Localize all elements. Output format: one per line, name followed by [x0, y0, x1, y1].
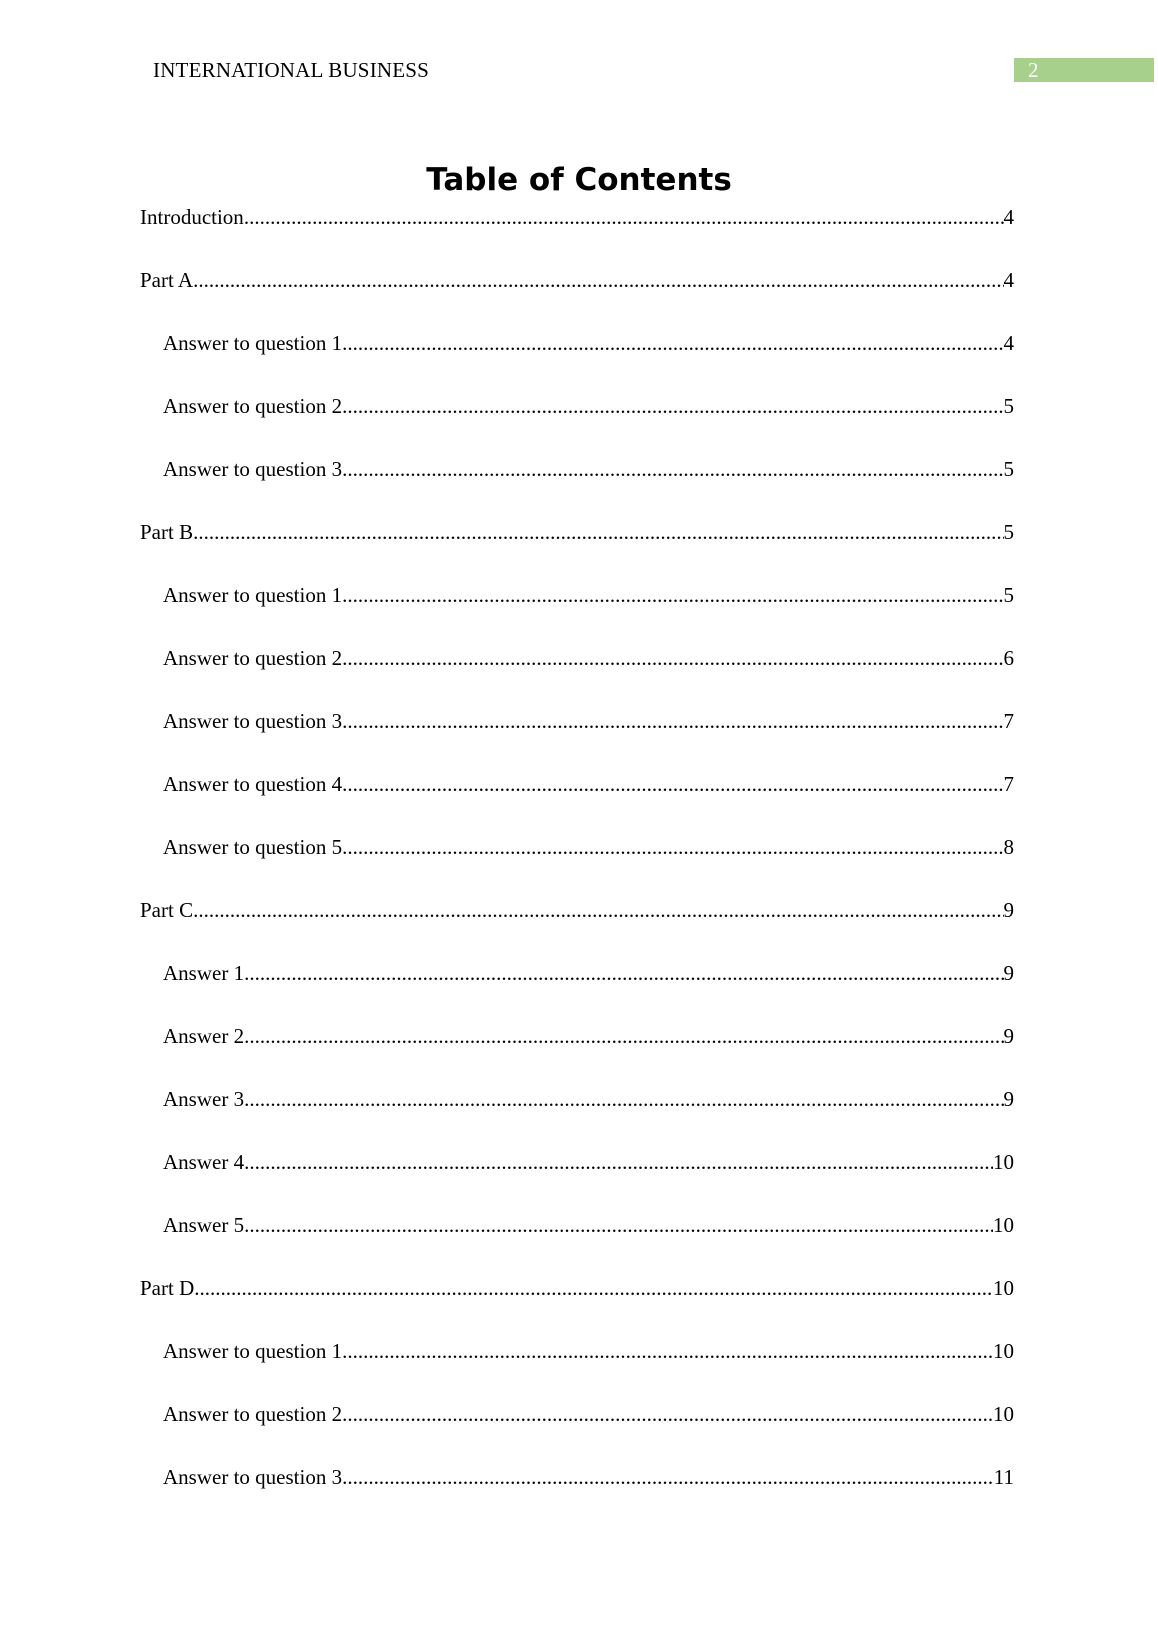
toc-entry-text: Answer 5 — [163, 1213, 245, 1237]
toc-dot-leader — [244, 1210, 993, 1240]
toc-subentry[interactable] — [140, 1336, 1014, 1399]
toc-dot-leader — [342, 580, 1003, 610]
toc-entry-page: 4 — [1003, 331, 1014, 355]
toc-entry-line — [163, 454, 1014, 484]
toc-subentry[interactable] — [140, 1210, 1014, 1273]
toc-entry-line — [140, 265, 1014, 295]
toc-entry-page: 4 — [1003, 268, 1014, 292]
toc-dot-leader — [244, 958, 1003, 988]
toc-entry-text: Answer 2 — [163, 1024, 245, 1048]
toc-entry-text: Answer to question 1 — [163, 331, 343, 355]
toc-entry-text: Introduction — [140, 205, 244, 229]
toc-subentry[interactable] — [140, 328, 1014, 391]
toc-subentry[interactable] — [140, 643, 1014, 706]
toc-dot-leader — [193, 895, 1003, 925]
running-header-title: INTERNATIONAL BUSINESS — [153, 58, 430, 82]
toc-subentry[interactable] — [140, 1462, 1014, 1525]
toc-dot-leader — [342, 1336, 993, 1366]
toc-entry-line — [163, 769, 1014, 799]
toc-entry-text: Answer to question 1 — [163, 583, 343, 607]
toc-entry-page: 10 — [993, 1276, 1014, 1300]
toc-dot-leader — [342, 706, 1003, 736]
toc-dot-leader — [194, 1273, 993, 1303]
toc-entry-page: 10 — [993, 1402, 1014, 1426]
toc-entry-line — [163, 958, 1014, 988]
toc-entry-text: Answer to question 5 — [163, 835, 343, 859]
toc-subentry[interactable] — [140, 1084, 1014, 1147]
toc-list — [140, 202, 1014, 1525]
toc-subentry[interactable] — [140, 1021, 1014, 1084]
toc-subentry[interactable] — [140, 580, 1014, 643]
toc-entry[interactable] — [140, 265, 1014, 328]
toc-entry-line — [163, 1399, 1014, 1429]
toc-heading: Table of Contents — [426, 162, 732, 198]
toc-entry-page: 9 — [1003, 961, 1014, 985]
toc-entry-text: Answer to question 3 — [163, 457, 343, 481]
toc-entry[interactable] — [140, 1273, 1014, 1336]
toc-entry-page: 5 — [1003, 394, 1014, 418]
toc-entry-line — [163, 391, 1014, 421]
toc-entry-line — [163, 706, 1014, 736]
toc-entry-text: Answer to question 3 — [163, 1465, 343, 1489]
page-number: 2 — [1028, 58, 1039, 82]
toc-entry-text: Part B — [140, 520, 194, 544]
toc-subentry[interactable] — [140, 1147, 1014, 1210]
toc-subentry[interactable] — [140, 769, 1014, 832]
toc-entry-text: Part C — [140, 898, 194, 922]
toc-entry-page: 7 — [1003, 772, 1014, 796]
toc-entry-line — [140, 1273, 1014, 1303]
toc-entry[interactable] — [140, 895, 1014, 958]
toc-entry-text: Part D — [140, 1276, 195, 1300]
toc-entry-page: 10 — [993, 1339, 1014, 1363]
page-number-badge — [1014, 58, 1154, 82]
toc-entry-page: 10 — [993, 1150, 1014, 1174]
toc-dot-leader — [342, 328, 1003, 358]
toc-entry[interactable] — [140, 202, 1014, 265]
toc-dot-leader — [193, 265, 1003, 295]
toc-entry-text: Answer to question 3 — [163, 709, 343, 733]
toc-dot-leader — [342, 1399, 993, 1429]
toc-dot-leader — [342, 643, 1003, 673]
toc-subentry[interactable] — [140, 1399, 1014, 1462]
toc-entry-page: 6 — [1003, 646, 1014, 670]
toc-entry-line — [140, 895, 1014, 925]
toc-entry-line — [163, 643, 1014, 673]
toc-entry-page: 9 — [1003, 1024, 1014, 1048]
toc-dot-leader — [193, 517, 1003, 547]
toc-subentry[interactable] — [140, 454, 1014, 517]
toc-entry-page: 9 — [1003, 898, 1014, 922]
toc-entry-line — [163, 1021, 1014, 1051]
toc-entry-line — [163, 1336, 1014, 1366]
toc-entry-text: Answer 1 — [163, 961, 245, 985]
toc-subentry[interactable] — [140, 706, 1014, 769]
toc-dot-leader — [342, 832, 1003, 862]
toc-entry-page: 5 — [1003, 583, 1014, 607]
toc-entry-text: Answer to question 2 — [163, 394, 343, 418]
toc-subentry[interactable] — [140, 391, 1014, 454]
toc-entry-line — [163, 1147, 1014, 1177]
toc-entry-page: 5 — [1003, 520, 1014, 544]
toc-entry[interactable] — [140, 517, 1014, 580]
toc-entry-line — [163, 1084, 1014, 1114]
toc-dot-leader — [244, 1147, 993, 1177]
toc-subentry[interactable] — [140, 832, 1014, 895]
toc-entry-page: 5 — [1003, 457, 1014, 481]
toc-entry-page: 4 — [1003, 205, 1014, 229]
toc-dot-leader — [244, 202, 1004, 232]
toc-entry-line — [163, 328, 1014, 358]
toc-entry-text: Answer to question 1 — [163, 1339, 343, 1363]
toc-entry-text: Answer to question 4 — [163, 772, 343, 796]
toc-dot-leader — [342, 1462, 994, 1492]
toc-entry-text: Answer to question 2 — [163, 646, 343, 670]
toc-entry-page: 11 — [993, 1465, 1014, 1489]
toc-entry-text: Answer to question 2 — [163, 1402, 343, 1426]
toc-subentry[interactable] — [140, 958, 1014, 1021]
toc-entry-page: 8 — [1003, 835, 1014, 859]
toc-entry-line — [163, 580, 1014, 610]
toc-dot-leader — [244, 1084, 1003, 1114]
toc-dot-leader — [244, 1021, 1003, 1051]
toc-entry-line — [140, 517, 1014, 547]
toc-dot-leader — [342, 454, 1003, 484]
toc-entry-line — [163, 832, 1014, 862]
toc-entry-line — [140, 202, 1014, 232]
toc-entry-page: 10 — [993, 1213, 1014, 1237]
toc-entry-text: Answer 3 — [163, 1087, 245, 1111]
toc-entry-page: 9 — [1003, 1087, 1014, 1111]
toc-entry-text: Part A — [140, 268, 194, 292]
toc-entry-page: 7 — [1003, 709, 1014, 733]
toc-entry-text: Answer 4 — [163, 1150, 245, 1174]
toc-dot-leader — [342, 391, 1003, 421]
toc-dot-leader — [342, 769, 1003, 799]
toc-entry-line — [163, 1462, 1014, 1492]
toc-entry-line — [163, 1210, 1014, 1240]
